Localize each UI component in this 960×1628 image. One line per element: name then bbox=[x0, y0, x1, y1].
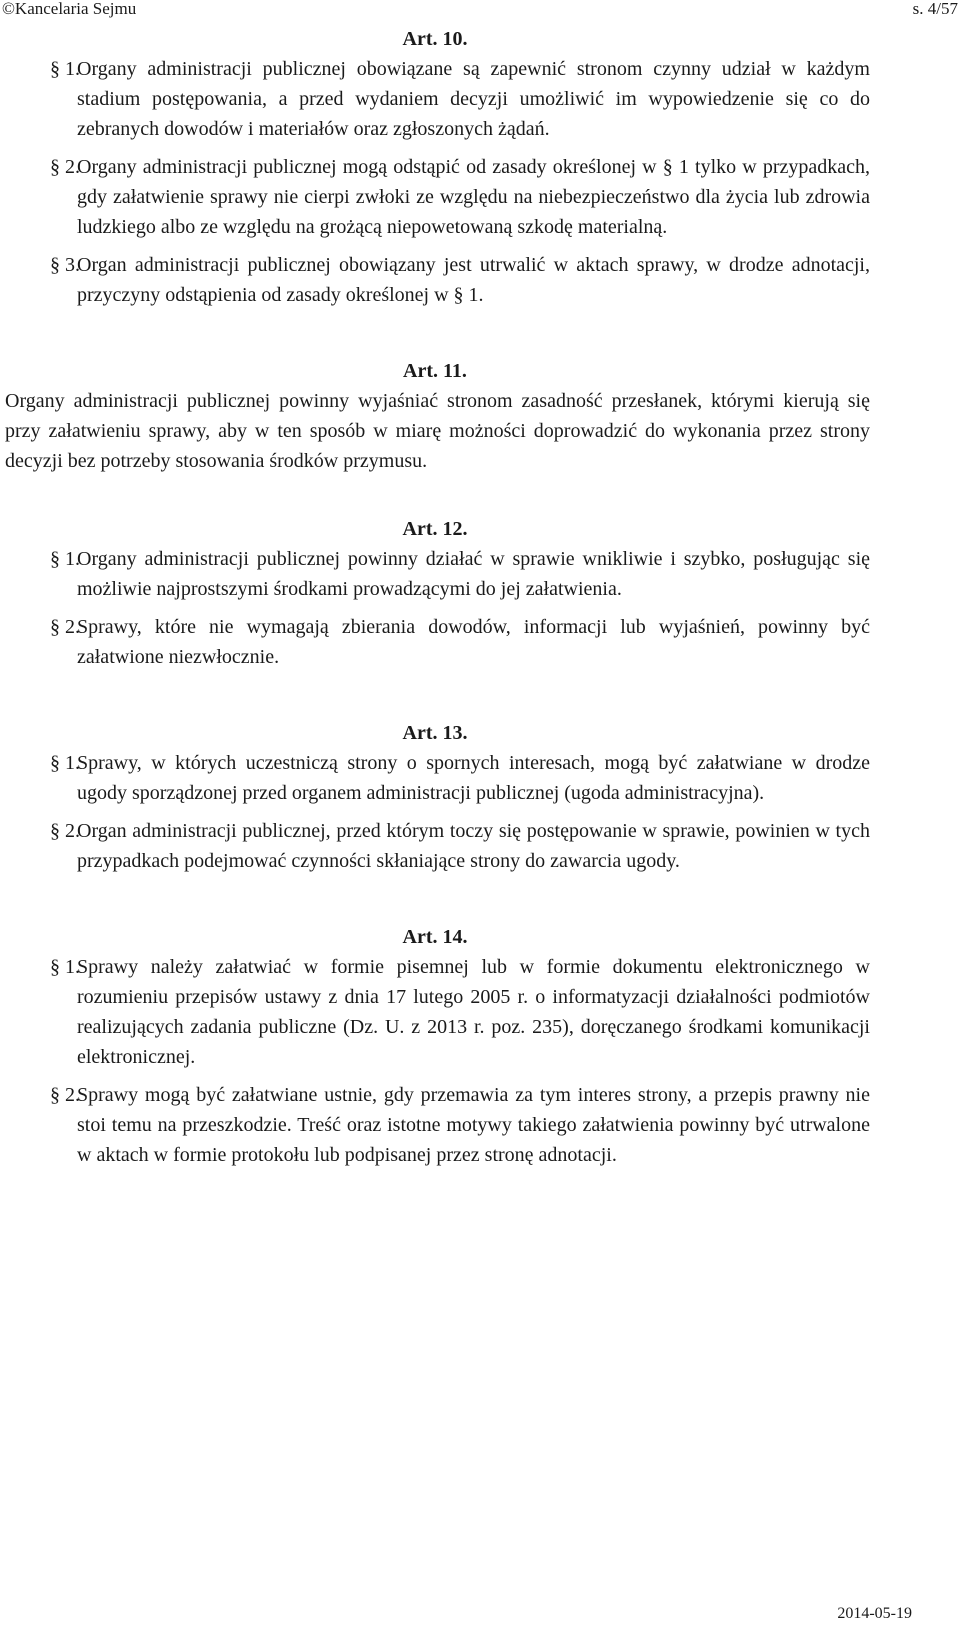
paragraph bbox=[5, 816, 870, 876]
paragraph bbox=[5, 1080, 870, 1170]
paragraph-number: § 2. bbox=[50, 820, 80, 842]
paragraph-number: § 1. bbox=[50, 58, 80, 80]
paragraph bbox=[5, 54, 870, 144]
article-title: Art. 12. bbox=[402, 518, 468, 540]
header-source: ©Kancelaria Sejmu bbox=[2, 0, 137, 18]
paragraph-text: Organ administracji publicznej obowiązany jest utrwalić w aktach sprawy, w drodze adnotacji, przyczyny odstąpienia od zasady określonej w § 1. bbox=[77, 254, 870, 306]
paragraph bbox=[5, 952, 870, 1072]
paragraph-text: Organy administracji publicznej powinny działać w sprawie wnikliwie i szybko, posługując się możliwie najprostszymi środkami prowadzącymi do jej załatwienia. bbox=[77, 548, 870, 600]
document-body bbox=[5, 24, 870, 1178]
paragraph-number: § 1. bbox=[50, 956, 80, 978]
article-title: Art. 14. bbox=[402, 926, 468, 948]
paragraph-text: Sprawy, w których uczestniczą strony o spornych interesach, mogą być załatwiane w drodze ugody sporządzonej przed organem administracji publicznej (ugoda administracyjna). bbox=[77, 752, 870, 804]
paragraph-text: Organ administracji publicznej, przed którym toczy się postępowanie w sprawie, powinien w tych przypadkach podejmować czynności skłaniające strony do zawarcia ugody. bbox=[77, 820, 870, 872]
paragraph bbox=[5, 152, 870, 242]
spacer bbox=[5, 680, 870, 718]
paragraph-number: § 1. bbox=[50, 548, 80, 570]
spacer bbox=[5, 476, 870, 514]
paragraph-number: § 2. bbox=[50, 1084, 80, 1106]
paragraph bbox=[5, 250, 870, 310]
spacer bbox=[5, 318, 870, 356]
paragraph bbox=[5, 544, 870, 604]
paragraph-number: § 2. bbox=[50, 156, 80, 178]
article-title: Art. 10. bbox=[402, 28, 468, 50]
spacer bbox=[5, 884, 870, 922]
paragraph-number: § 1. bbox=[50, 752, 80, 774]
paragraph bbox=[5, 748, 870, 808]
article-text: Organy administracji publicznej powinny wyjaśniać stronom zasadność przesłanek, którymi kierują się przy załatwieniu sprawy, aby w ten sposób w miarę możności doprowadzić do wykonania przez strony decyzji bez potrzeby stosowania środków przymusu. bbox=[5, 390, 870, 472]
paragraph bbox=[5, 612, 870, 672]
header-page-number: s. 4/57 bbox=[912, 0, 958, 18]
footer-date: 2014-05-19 bbox=[837, 1605, 912, 1622]
paragraph-text: Sprawy, które nie wymagają zbierania dowodów, informacji lub wyjaśnień, powinny być załatwione niezwłocznie. bbox=[77, 616, 870, 668]
paragraph-text: Organy administracji publicznej obowiązane są zapewnić stronom czynny udział w każdym stadium postępowania, a przed wydaniem decyzji umożliwić im wypowiedzenie się co do zebranych dowodów i materiałów oraz zgłoszonych żądań. bbox=[77, 58, 870, 140]
paragraph-text: Organy administracji publicznej mogą odstąpić od zasady określonej w § 1 tylko w przypadkach, gdy załatwienie sprawy nie cierpi zwłoki ze względu na niebezpieczeństwo dla życia lub zdrowia ludzkiego albo ze względu na grożącą niepowetowaną szkodę materialną. bbox=[77, 156, 870, 238]
article-title: Art. 13. bbox=[402, 722, 468, 744]
paragraph-number: § 3. bbox=[50, 254, 80, 276]
paragraph-number: § 2. bbox=[50, 616, 80, 638]
article-title: Art. 11. bbox=[403, 360, 467, 382]
paragraph-text: Sprawy należy załatwiać w formie pisemnej lub w formie dokumentu elektronicznego w rozumieniu przepisów ustawy z dnia 17 lutego 2005 r. o informatyzacji działalności podmiotów realizujących zadania publiczne (Dz. U. z 2013 r. poz. 235), doręczanego środkami komunikacji elektronicznej. bbox=[77, 956, 870, 1068]
paragraph-text: Sprawy mogą być załatwiane ustnie, gdy przemawia za tym interes strony, a przepis prawny nie stoi temu na przeszkodzie. Treść oraz istotne motywy takiego załatwienia powinny być utrwalone w aktach w formie protokołu lub podpisanej przez stronę adnotacji. bbox=[77, 1084, 870, 1166]
